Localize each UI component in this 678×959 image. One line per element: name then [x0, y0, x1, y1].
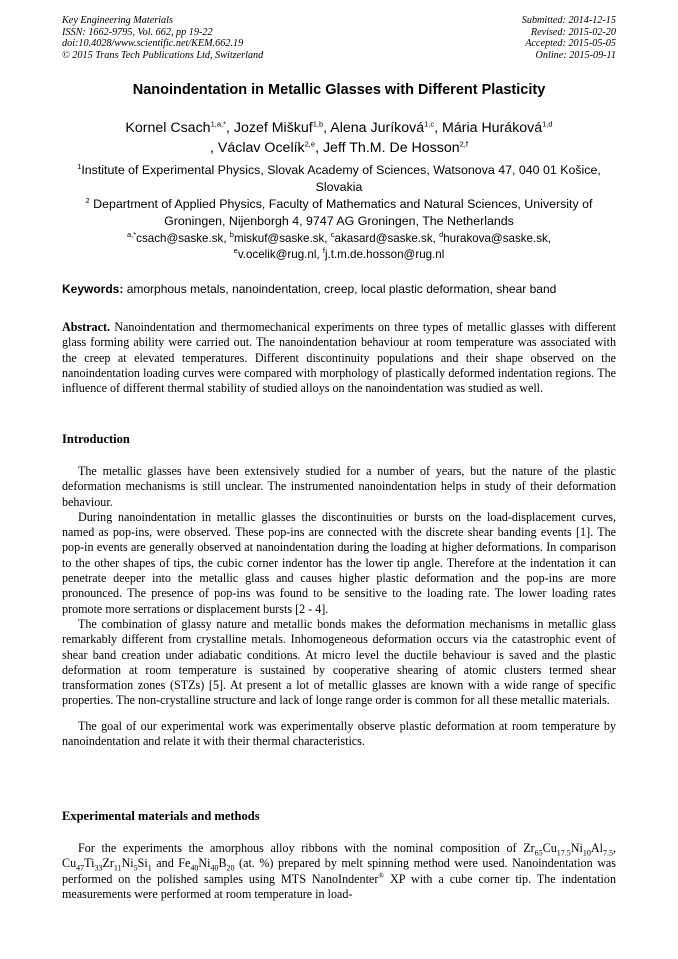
- text-run: XP with a cube corner tip. The indentation measurements were performed at room temperature in load-: [62, 871, 616, 901]
- introduction-body: [62, 464, 616, 749]
- formula-subscript: 5: [133, 863, 138, 873]
- journal-doi: doi:10.4028/www.scientific.net/KEM.662.19: [62, 38, 244, 50]
- formula-subscript: 40: [190, 863, 199, 873]
- affiliation-text: Department of Applied Physics, Faculty of Mathematics and Natural Sciences, University of Groningen, Nijenborgh 4, 9747 AG Groningen, The Netherlands: [89, 197, 593, 228]
- email-sup: a,*: [126, 230, 137, 240]
- affiliation-2: [62, 196, 616, 230]
- date-online: Online: 2015-09-11: [535, 49, 616, 61]
- formula-subscript: 20: [226, 863, 235, 873]
- author-name: , Václav Ocelík: [210, 140, 305, 156]
- formula-subscript: 7.5: [602, 848, 613, 858]
- author-sup: 1,b: [312, 119, 324, 129]
- formula-element: Al: [590, 841, 603, 855]
- formula-element: Si: [137, 856, 148, 871]
- formula-element: Zr: [102, 856, 114, 871]
- author-sup: 2,e: [304, 139, 316, 149]
- formula-element: Cu: [542, 841, 557, 855]
- author-list: [62, 118, 616, 158]
- paragraph: During nanoindentation in metallic glasses the discontinuities or bursts on the load-displacement curves, named as pop-ins, were observed. These pop-ins are connected with the discrete shear banding events [1]. The pop-in events are generally observed at nanoindentation during the loading at higher deformations. In comparison to the other shapes of tips, the cubic corner indentor has the lower tip angle. Therefore at the indentation it can penetrate deeper into the metallic glass and causes higher plastic deformation and the pop-ins are more pronounced. The presence of pop-ins was found to be sensitive to the loading rate. The lower loading rates promote more serrations or displacement bursts [2 - 4].: [62, 509, 616, 616]
- text-run: ,: [612, 841, 616, 855]
- formula-subscript: 65: [534, 848, 543, 858]
- formula-fenib: [178, 856, 235, 873]
- author-sup: 2,f: [459, 139, 468, 149]
- email-sup: d: [439, 230, 444, 240]
- email-link[interactable]: akasard@saske.sk,: [334, 232, 440, 245]
- date-accepted: Accepted: 2015-05-05: [525, 38, 616, 50]
- formula-element: Zr: [523, 841, 535, 855]
- affiliation-1: [62, 162, 616, 196]
- paragraph: The metallic glasses have been extensively studied for a number of years, but the nature of the plastic deformation mechanisms is still unclear. The instrumented nanoindentation helps in study of their deformation behaviour.: [62, 464, 616, 509]
- formula-subscript: 40: [210, 863, 219, 873]
- section-heading-introduction: Introduction: [62, 432, 130, 446]
- author-name: Kornel Csach: [125, 120, 211, 136]
- journal-header: [62, 15, 263, 61]
- formula-zrcunial: [523, 841, 613, 858]
- email-link[interactable]: csach@saske.sk,: [136, 232, 230, 245]
- formula-element: B: [218, 856, 227, 871]
- keywords-label: Keywords:: [62, 282, 124, 296]
- date-revised: Revised: 2015-02-20: [530, 26, 616, 38]
- email-sup: f: [322, 246, 325, 256]
- date-submitted: Submitted: 2014-12-15: [521, 15, 616, 26]
- formula-element: Ni: [198, 856, 211, 871]
- affiliation-num: 2: [85, 195, 90, 205]
- paragraph: [62, 841, 616, 902]
- registered-mark: ®: [378, 870, 385, 880]
- dates-header: [522, 15, 616, 61]
- formula-subscript: 11: [113, 863, 122, 873]
- formula-subscript: 10: [582, 848, 591, 858]
- author-sup: 1,d: [542, 119, 553, 129]
- affiliation-num: 1: [77, 161, 82, 171]
- email-link[interactable]: v.ocelik@rug.nl,: [237, 248, 323, 261]
- abstract: [62, 320, 616, 396]
- email-link[interactable]: hurakova@saske.sk,: [443, 232, 552, 245]
- abstract-text: Nanoindentation and thermomechanical experiments on three types of metallic glasses with different glass forming ability were carried out. The nanoindentation behaviour at room temperature was associated with the creep at elevated temperatures. Different discontinuity populations and their shape observed on the nanoindentation loading curves were compared with morphology of plastically deformed indentation regions. The influence of different thermal stability of studied alloys on the nanoindentation was studied as well.: [62, 320, 616, 396]
- email-sup: c: [330, 230, 335, 240]
- email-sup: b: [229, 230, 234, 240]
- formula-subscript: 17.5: [556, 848, 571, 858]
- formula-element: Ti: [84, 856, 95, 871]
- formula-cutizrnisi: [62, 856, 152, 873]
- formula-subscript: 47: [76, 863, 85, 873]
- text-run: and: [151, 856, 179, 871]
- author-sup: 1,a,*: [210, 119, 226, 129]
- formula-element: Ni: [570, 841, 583, 855]
- author-name: , Jeff Th.M. De Hosson: [315, 140, 460, 156]
- author-name: , Mária Huráková: [434, 120, 543, 136]
- author-name: , Jozef Miškuf: [226, 120, 313, 136]
- abstract-label: Abstract.: [62, 320, 111, 334]
- affiliation-text: Institute of Experimental Physics, Slovak Academy of Sciences, Watsonova 47, 040 01 Košice, Slovakia: [81, 163, 601, 194]
- text-run: (at. %) prepared by melt spinning method were used. Nanoindentation was performed on the polished samples using MTS NanoIndenter: [62, 856, 617, 886]
- journal-copyright: © 2015 Trans Tech Publications Ltd, Switzerland: [62, 49, 264, 61]
- text-run: For the experiments the amorphous alloy ribbons with the nominal composition of: [78, 841, 524, 855]
- formula-subscript: 33: [94, 863, 103, 873]
- formula-element: Cu: [62, 856, 77, 871]
- paragraph: The combination of glassy nature and metallic bonds makes the deformation mechanisms in metallic glass remarkably different from crystalline metals. Inhomogeneous deformation occurs via the catastrophic event of shear band creation under adiabatic conditions. At micro level the ductile behaviour is saved and the plastic deformation at room temperature is sustained by cooperative shearing of atomic clusters termed shear transformation zones (STZs) [5]. At present a lot of metallic glasses are known with a wide range of specific properties. The non-crystalline structure and lack of longe range order is common for all these metallic materials.: [62, 616, 616, 708]
- email-sup: e: [233, 246, 238, 256]
- email-link[interactable]: j.t.m.de.hosson@rug.nl: [324, 248, 445, 261]
- email-list: [62, 231, 616, 263]
- author-name: , Alena Juríková: [323, 120, 425, 136]
- formula-subscript: 1: [147, 863, 152, 873]
- experimental-body: [62, 841, 616, 902]
- formula-element: Fe: [178, 856, 191, 871]
- journal-name: Key Engineering Materials: [62, 15, 173, 26]
- journal-issn: ISSN: 1662-9795, Vol. 662, pp 19-22: [62, 26, 213, 38]
- author-sup: 1,c: [424, 119, 435, 129]
- paragraph: The goal of our experimental work was experimentally observe plastic deformation at room temperature by nanoindentation and relate it with their thermal characteristics.: [62, 718, 616, 749]
- keywords: [62, 282, 616, 296]
- paper-title: Nanoindentation in Metallic Glasses with Different Plasticity: [132, 82, 546, 98]
- section-heading-experimental: Experimental materials and methods: [62, 809, 260, 823]
- keywords-text: amorphous metals, nanoindentation, creep, local plastic deformation, shear band: [123, 282, 557, 296]
- email-link[interactable]: miskuf@saske.sk,: [233, 232, 331, 245]
- formula-element: Ni: [121, 856, 134, 871]
